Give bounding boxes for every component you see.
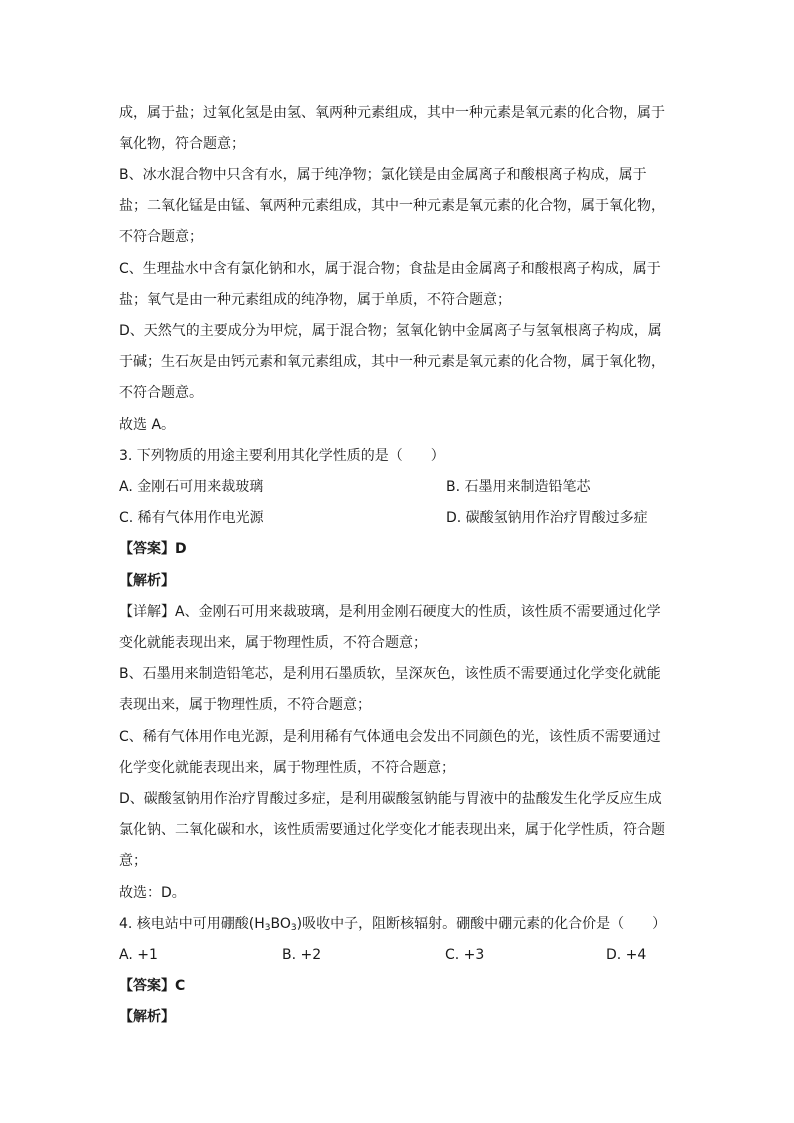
q4-sub-2: 3 xyxy=(290,923,297,933)
q4-option-d: D. +4 xyxy=(606,947,647,963)
q4-option-a: A. +1 xyxy=(119,947,158,963)
paragraph-b-line-1: B、冰水混合物中只含有水，属于纯净物；氯化镁是由金属离子和酸根离子构成，属于 xyxy=(119,167,647,183)
paragraph-b-line-2: 盐；二氧化锰是由锰、氧两种元素组成，其中一种元素是氧元素的化合物，属于氧化物， xyxy=(119,198,665,214)
q4-analysis-label: 【解析】 xyxy=(119,1009,175,1025)
q4-option-b: B. +2 xyxy=(282,947,322,963)
q3-detail-a-line-2: 变化就能表现出来，属于物理性质，不符合题意； xyxy=(119,635,427,651)
paragraph-b-line-3: 不符合题意； xyxy=(119,229,203,245)
q4-sub-1: 3 xyxy=(264,923,271,933)
q4-option-c: C. +3 xyxy=(445,947,485,963)
q3-option-b: B. 石墨用来制造铅笔芯 xyxy=(446,479,591,495)
q3-option-a: A. 金刚石可用来裁玻璃 xyxy=(119,479,264,495)
q4-question-mid: BO xyxy=(270,916,291,932)
q3-answer: 【答案】D xyxy=(119,541,187,557)
q4-question-pre: 4. 核电站中可用硼酸(H xyxy=(119,916,265,932)
q3-option-c: C. 稀有气体用作电光源 xyxy=(119,510,264,526)
q3-detail-d-line-3: 意； xyxy=(119,853,147,869)
q3-detail-d-line-2: 氯化钠、二氧化碳和水，该性质需要通过化学变化才能表现出来，属于化学性质，符合题 xyxy=(119,822,665,838)
q3-detail-c-line-2: 化学变化就能表现出来，属于物理性质，不符合题意； xyxy=(119,760,455,776)
q3-choice: 故选：D。 xyxy=(119,885,186,901)
q3-detail-b-line-1: B、石墨用来制造铅笔芯，是利用石墨质软，呈深灰色，该性质不需要通过化学变化就能 xyxy=(119,666,661,682)
q3-detail-a-line-1: 【详解】A、金刚石可用来裁玻璃，是利用金刚石硬度大的性质，该性质不需要通过化学 xyxy=(119,604,661,620)
paragraph-d-line-2: 于碱；生石灰是由钙元素和氧元素组成，其中一种元素是氧元素的化合物，属于氧化物， xyxy=(119,354,665,370)
q4-question xyxy=(119,915,666,933)
paragraph-c-line-2: 盐；氧气是由一种元素组成的纯净物，属于单质，不符合题意； xyxy=(119,292,511,308)
q2-choice: 故选 A。 xyxy=(119,417,176,433)
q3-detail-c-line-1: C、稀有气体用作电光源，是利用稀有气体通电会发出不同颜色的光，该性质不需要通过 xyxy=(119,729,661,745)
paragraph-a-line-1: 成，属于盐；过氧化氢是由氢、氧两种元素组成，其中一种元素是氧元素的化合物，属于 xyxy=(119,105,665,121)
q4-question-post: )吸收中子，阻断核辐射。硼酸中硼元素的化合价是（ ） xyxy=(296,916,667,932)
paragraph-d-line-3: 不符合题意。 xyxy=(119,385,203,401)
q3-detail-b-line-2: 表现出来，属于物理性质，不符合题意； xyxy=(119,697,371,713)
paragraph-a-line-2: 氧化物，符合题意； xyxy=(119,136,245,152)
q3-analysis-label: 【解析】 xyxy=(119,573,175,589)
q3-question: 3. 下列物质的用途主要利用其化学性质的是（ ） xyxy=(119,448,445,464)
q4-answer: 【答案】C xyxy=(119,978,186,994)
q3-detail-d-line-1: D、碳酸氢钠用作治疗胃酸过多症，是利用碳酸氢钠能与胃液中的盐酸发生化学反应生成 xyxy=(119,791,662,807)
paragraph-c-line-1: C、生理盐水中含有氯化钠和水，属于混合物；食盐是由金属离子和酸根离子构成，属于 xyxy=(119,261,661,277)
paragraph-d-line-1: D、天然气的主要成分为甲烷，属于混合物；氢氧化钠中金属离子与氢氧根离子构成，属 xyxy=(119,323,662,339)
q3-option-d: D. 碳酸氢钠用作治疗胃酸过多症 xyxy=(446,510,648,526)
